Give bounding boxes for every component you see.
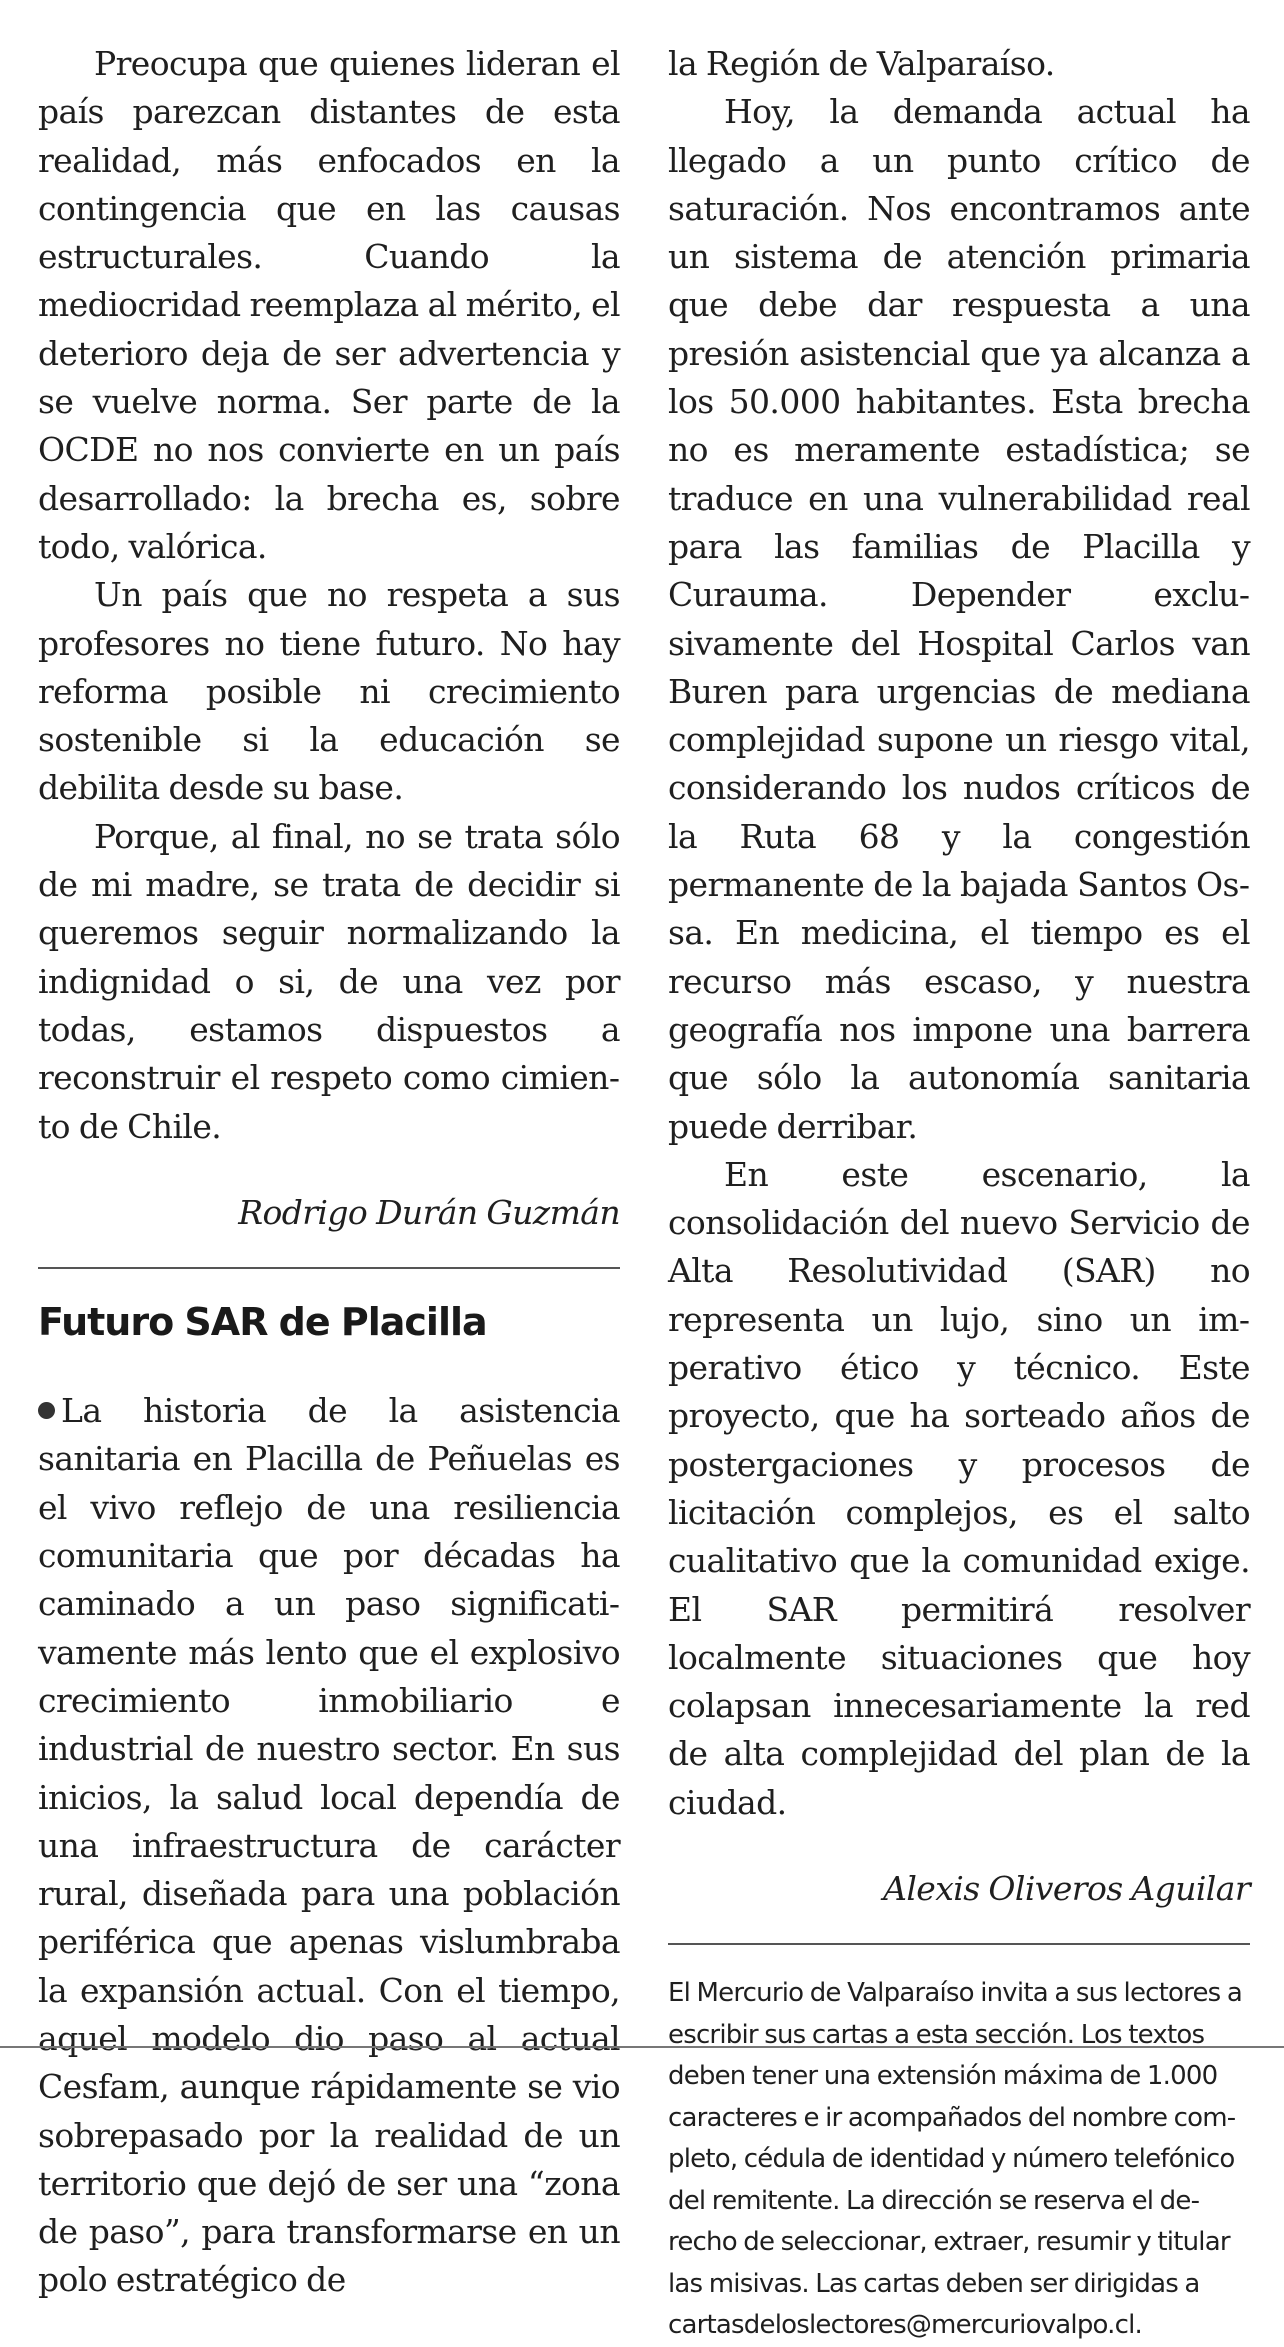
letter2-paragraph-2: Hoy, la demanda actual ha llegado a un punto crítico de saturación. Nos encontramos ante un sistema de atención primaria que debe dar respuesta a una presión asistencial que ya alcanza a los 50.000 habitantes. Esta brecha no es meramente estadística; se traduce en una vulnerabilidad real para las familias de Placilla y Curauma. Depender exclusivamente del Hospital Carlos van Buren para urgencias de mediana complejidad supone un riesgo vital, considerando los nudos críticos de la Ruta 68 y la congestión permanente de la bajada Santos Ossa. En medicina, el tiempo es el recurso más escaso, y nuestra geografía nos impone una barrera que sólo la autonomía sanitaria puede derribar.	[668, 92, 1250, 1146]
letter2-signature: Alexis Oliveros Aguilar	[883, 1868, 1250, 1908]
right-column	[668, 40, 1250, 2347]
section-divider	[38, 1267, 620, 1269]
letter2-paragraph-1-text: La historia de la asistencia sanitaria en Placilla de Peñuelas es el vivo reflejo de una resiliencia comunitaria que por décadas ha caminado a un paso significativamente más lento que el explosivo crecimiento inmobiliario e industrial de nuestro sector. En sus inicios, la salud local dependía de una infraestructura de carácter rural, diseñada para una población periférica que apenas vislumbraba la expansión actual. Con el tiempo, aquel modelo dio paso al actual Cesfam, aunque rápidamente se vio sobrepasado por la realidad de un territorio que dejó de ser una “zona de paso”, para transformarse en un polo estratégico de	[38, 1391, 620, 2300]
letter2-paragraph-3: En este escenario, la consolidación del nuevo Servicio de Alta Resolutividad (SAR) no representa un lujo, sino un imperativo ético y técnico. Este proyecto, que ha sorteado años de postergaciones y procesos de licitación complejos, es el salto cualitativo que la comunidad exige. El SAR permitirá resolver localmente situaciones que hoy colapsan innecesariamente la red de alta complejidad del plan de la ciudad.	[668, 1154, 1250, 1822]
letter1-paragraph-3: Porque, al final, no se trata sólo de mi madre, se trata de decidir si queremos seguir normalizando la indignidad o si, de una vez por todas, estamos dispuestos a reconstruir el respeto como cimiento de Chile.	[38, 816, 620, 1146]
letter2-title: Futuro SAR de Placilla	[38, 1300, 487, 1345]
letter2-paragraph-1	[38, 1387, 620, 2305]
info-divider	[668, 1943, 1250, 1945]
left-column	[38, 40, 620, 2305]
bottom-rule	[0, 2046, 1284, 2048]
letter1-paragraph-2: Un país que no respeta a sus profesores no tiene futuro. No hay reforma posible ni crecimiento sostenible si la educación se debilita desde su base.	[38, 575, 620, 808]
letter2-paragraph-continuation: la Región de Valparaíso.	[668, 44, 1055, 83]
bullet-icon	[38, 1402, 55, 1419]
submission-info: El Mercurio de Valparaíso invita a sus lectores a escribir sus cartas a esta sección. Los textos deben tener una extensión máxima de 1.000 caracteres e ir acompañados del nombre completo, cédula de identidad y número telefónico del remitente. La dirección se reserva el derecho de seleccionar, extraer, resumir y titular las misivas. Las cartas deben ser dirigidas a cartasdeloslectores@mercuriovalpo.cl.	[668, 1978, 1243, 2341]
letter1-signature: Rodrigo Durán Guzmán	[238, 1192, 620, 1232]
letter1-paragraph-1: Preocupa que quienes lideran el país parezcan distantes de esta realidad, más enfocados en la contingencia que en las causas estructurales. Cuando la mediocridad reemplaza al mérito, el deterioro deja de ser advertencia y se vuelve norma. Ser parte de la OCDE no nos convierte en un país desarrollado: la brecha es, sobre todo, valórica.	[38, 44, 620, 566]
